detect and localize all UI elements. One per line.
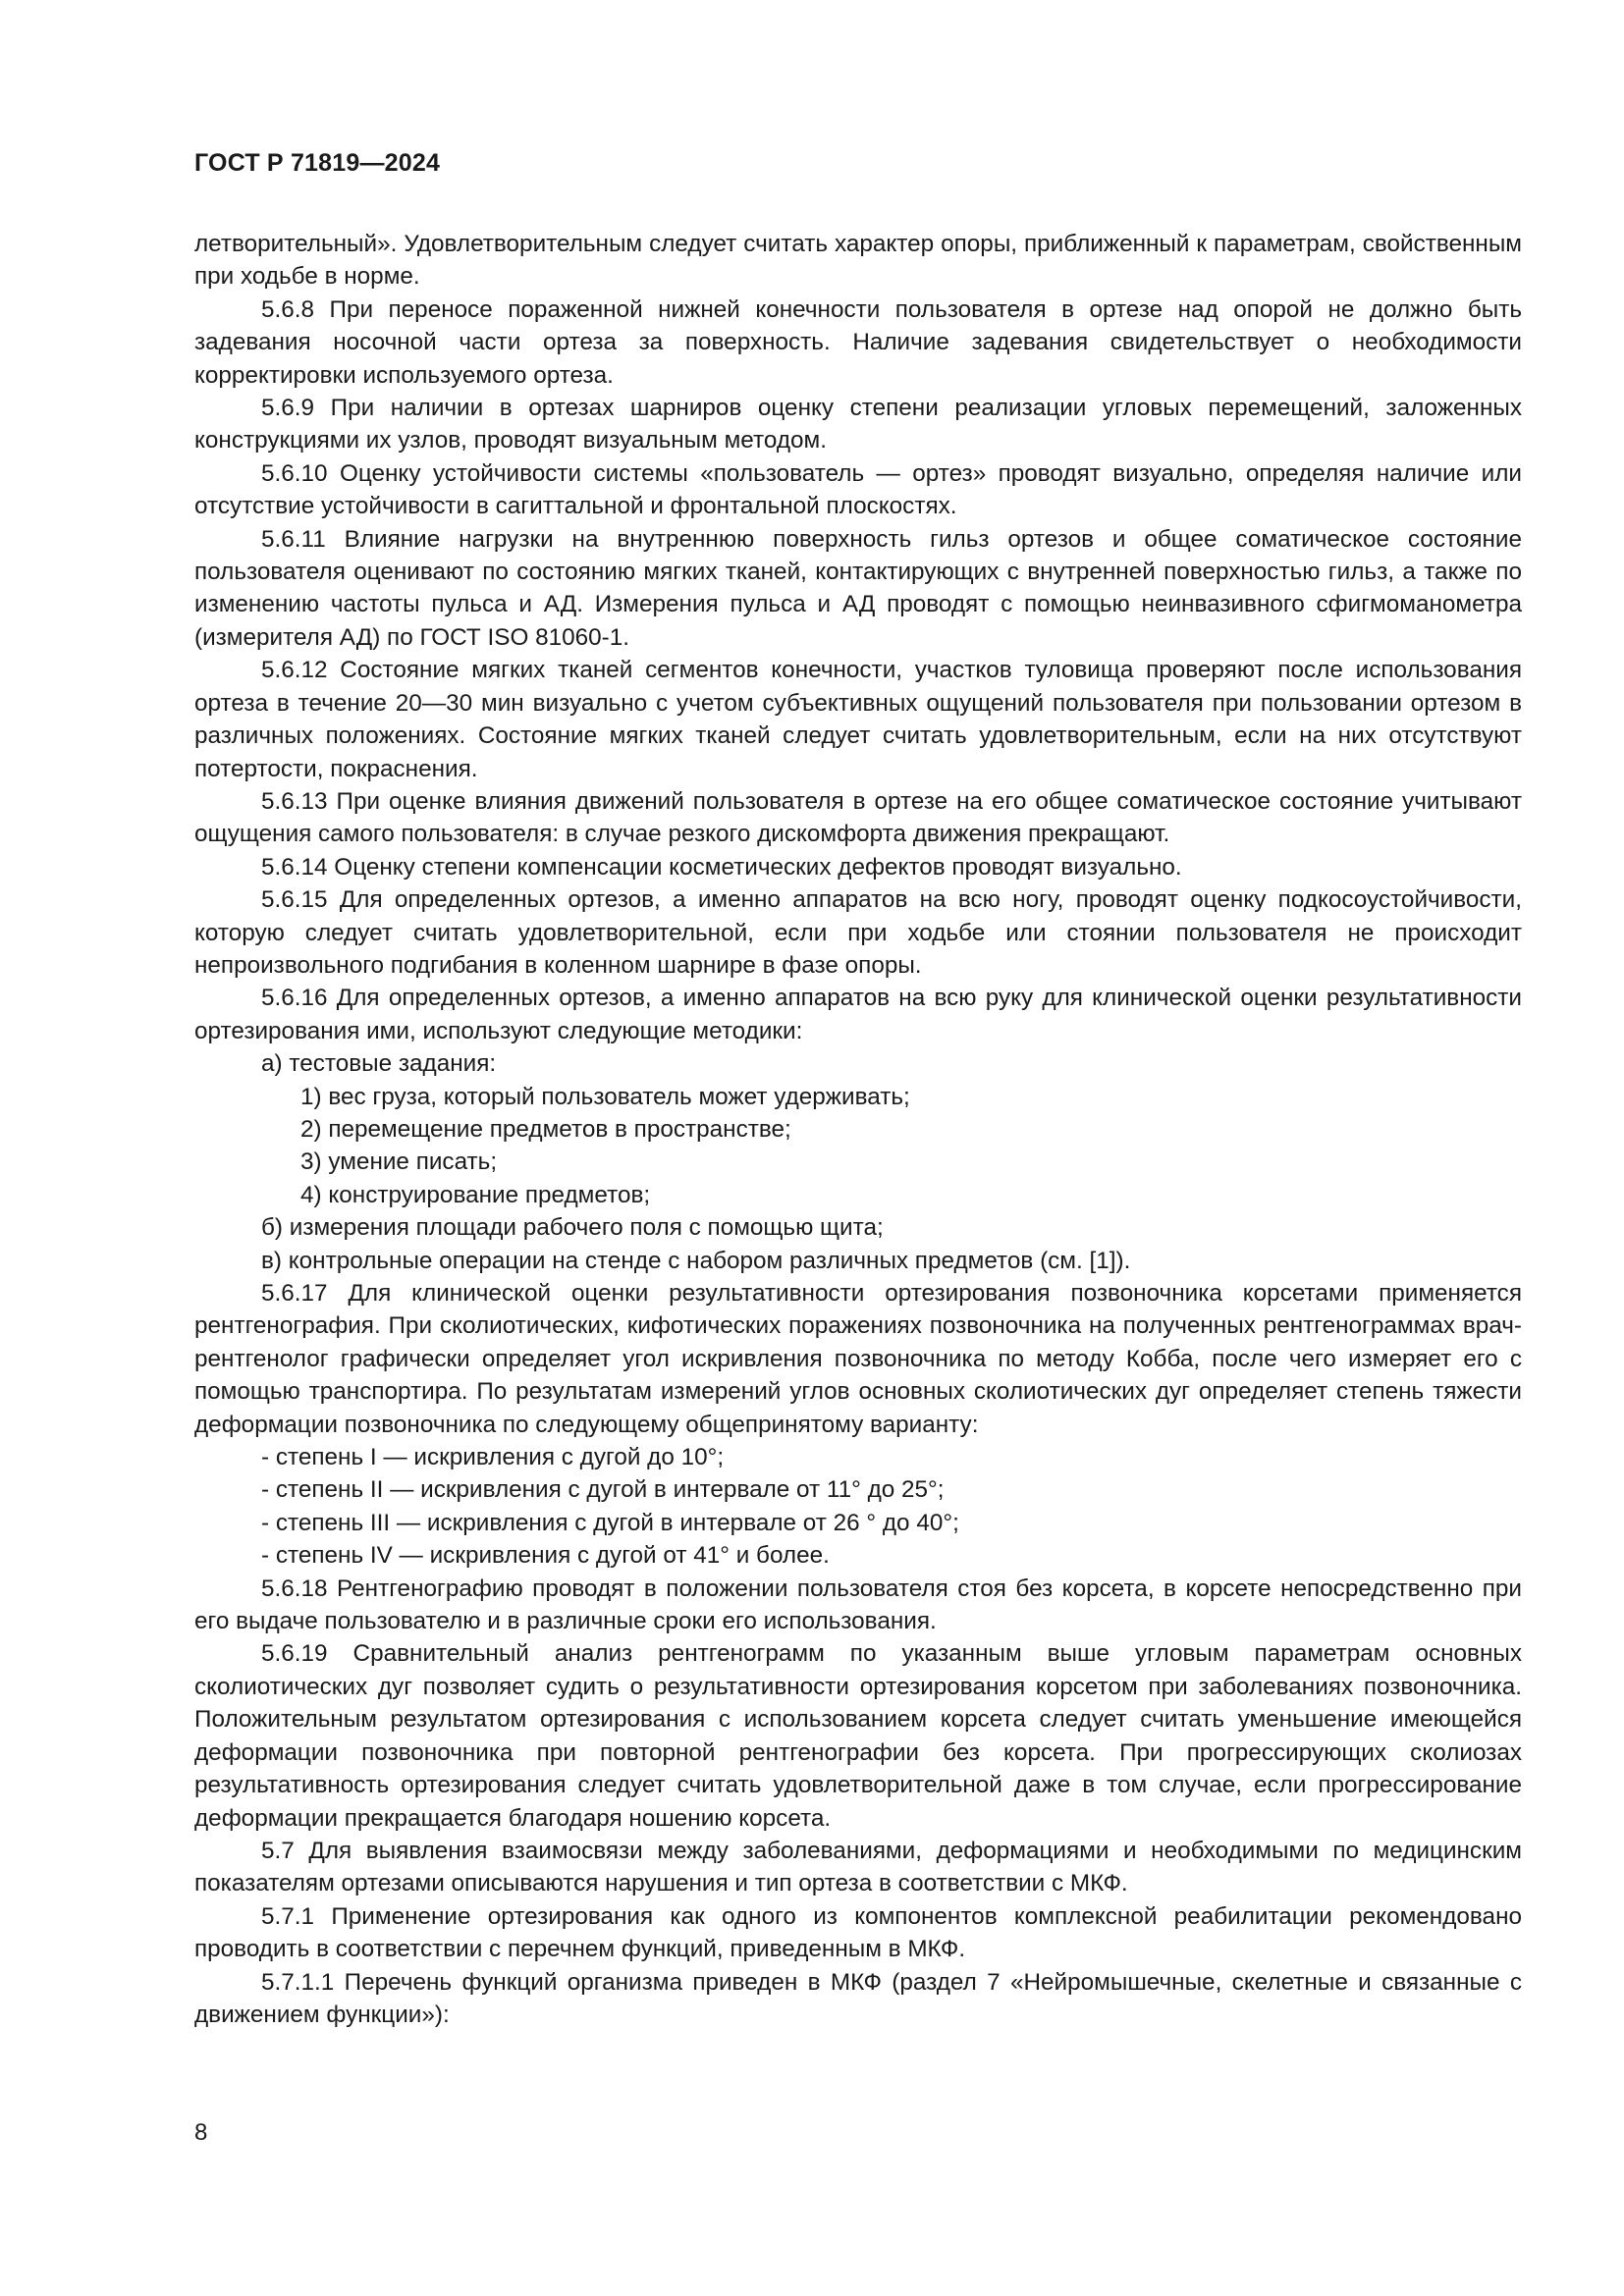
paragraph-5-6-13: 5.6.13 При оценке влияния движений пользователя в ортезе на его общее соматическое состояние учитывают ощущения самого пользователя: в случае резкого дискомфорта движения прекращают.	[194, 787, 1522, 848]
document-header: ГОСТ Р 71819—2024	[194, 149, 441, 177]
list-subitem-1: 1) вес груза, который пользователь может удерживать;	[300, 1083, 910, 1110]
paragraph-5-6-15: 5.6.15 Для определенных ортезов, а именно аппаратов на всю ногу, проводят оценку подкосоустойчивости, которую следует считать удовлетворительной, если при ходьбе или стоянии пользователя не происходит непроизвольного подгибания в коленном шарнире в фазе опоры.	[194, 886, 1522, 979]
paragraph-5-7: 5.7 Для выявления взаимосвязи между заболеваниями, деформациями и необходимыми по медицинским показателям ортезами описываются нарушения и тип ортеза в соответствии с МКФ.	[194, 1837, 1522, 1897]
dash-item-degree-1: - степень I — искривления с дугой до 10°;	[261, 1444, 725, 1471]
paragraph-5-6-18: 5.6.18 Рентгенографию проводят в положении пользователя стоя без корсета, в корсете непосредственно при его выдаче пользователю и в различные сроки его использования.	[194, 1575, 1522, 1635]
paragraph-5-6-17: 5.6.17 Для клинической оценки результативности ортезирования позвоночника корсетами применяется рентгенография. При сколиотических, кифотических поражениях позвоночника на полученных рентгенограммах врач-рентгенолог графически определяет угол искривления позвоночника по методу Кобба, после чего измеряет его с помощью транспортира. По результатам измерений углов основных сколиотических дуг определяет степень тяжести деформации позвоночника по следующему общепринятому варианту:	[194, 1280, 1522, 1438]
list-item-b: б) измерения площади рабочего поля с помощью щита;	[261, 1214, 884, 1242]
paragraph-5-6-14: 5.6.14 Оценку степени компенсации косметических дефектов проводят визуально.	[261, 853, 1182, 881]
list-subitem-2: 2) перемещение предметов в пространстве;	[300, 1115, 791, 1143]
paragraph-5-6-10: 5.6.10 Оценку устойчивости системы «пользователь — ортез» проводят визуально, определяя наличие или отсутствие устойчивости в сагиттальной и фронтальной плоскостях.	[194, 459, 1522, 520]
dash-item-degree-3: - степень III — искривления с дугой в интервале от 26 ° до 40°;	[261, 1509, 959, 1536]
paragraph-5-6-11: 5.6.11 Влияние нагрузки на внутреннюю поверхность гильз ортезов и общее соматическое состояние пользователя оценивают по состоянию мягких тканей, контактирующих с внутренней поверхностью гильз, а также по изменению частоты пульса и АД. Измерения пульса и АД проводят с помощью неинвазивного сфигмоманометра (измерителя АД) по ГОСТ ISO 81060-1.	[194, 525, 1522, 651]
paragraph-5-7-1-1: 5.7.1.1 Перечень функций организма приведен в МКФ (раздел 7 «Нейромышечные, скелетные и связанные с движением функции»):	[194, 1968, 1522, 2028]
list-item-a: а) тестовые задания:	[261, 1050, 497, 1078]
page-number: 8	[194, 2119, 208, 2146]
paragraph-continuation: летворительный». Удовлетворительным следует считать характер опоры, приближенный к параметрам, свойственным при ходьбе в норме.	[194, 231, 1522, 291]
list-subitem-4: 4) конструирование предметов;	[300, 1181, 651, 1208]
paragraph-5-7-1: 5.7.1 Применение ортезирования как одного из компонентов комплексной реабилитации рекомендовано проводить в соответствии с перечнем функций, приведенным в МКФ.	[194, 1902, 1522, 1963]
paragraph-5-6-9: 5.6.9 При наличии в ортезах шарниров оценку степени реализации угловых перемещений, заложенных конструкциями их узлов, проводят визуальным методом.	[194, 395, 1522, 454]
document-body	[194, 228, 1522, 2031]
list-item-v: в) контрольные операции на стенде с набором различных предметов (см. [1]).	[261, 1247, 1131, 1274]
dash-item-degree-4: - степень IV — искривления с дугой от 41° и более.	[261, 1542, 830, 1570]
list-subitem-3: 3) умение писать;	[300, 1148, 498, 1176]
paragraph-5-6-19: 5.6.19 Сравнительный анализ рентгенограмм по указанным выше угловым параметрам основных сколиотических дуг позволяет судить о результативности ортезирования корсетом при заболеваниях позвоночника. Положительным результатом ортезирования с использованием корсета следует считать уменьшение имеющейся деформации позвоночника при повторной рентгенографии без корсета. При прогрессирующих сколиозах результативность ортезирования следует считать удовлетворительной даже в том случае, если прогрессирование деформации прекращается благодаря ношению корсета.	[194, 1640, 1522, 1832]
paragraph-5-6-16: 5.6.16 Для определенных ортезов, а именно аппаратов на всю руку для клинической оценки результативности ортезирования ими, используют следующие методики:	[194, 985, 1522, 1044]
dash-item-degree-2: - степень II — искривления с дугой в интервале от 11° до 25°;	[261, 1476, 945, 1504]
paragraph-5-6-12: 5.6.12 Состояние мягких тканей сегментов конечности, участков туловища проверяют после использования ортеза в течение 20—30 мин визуально с учетом субъективных ощущений пользователя при пользовании ортезом в различных положениях. Состояние мягких тканей следует считать удовлетворительным, если на них отсутствуют потертости, покраснения.	[194, 657, 1522, 782]
paragraph-5-6-8: 5.6.8 При переносе пораженной нижней конечности пользователя в ортезе над опорой не должно быть задевания носочной части ортеза за поверхность. Наличие задевания свидетельствует о необходимости корректировки используемого ортеза.	[194, 295, 1522, 389]
